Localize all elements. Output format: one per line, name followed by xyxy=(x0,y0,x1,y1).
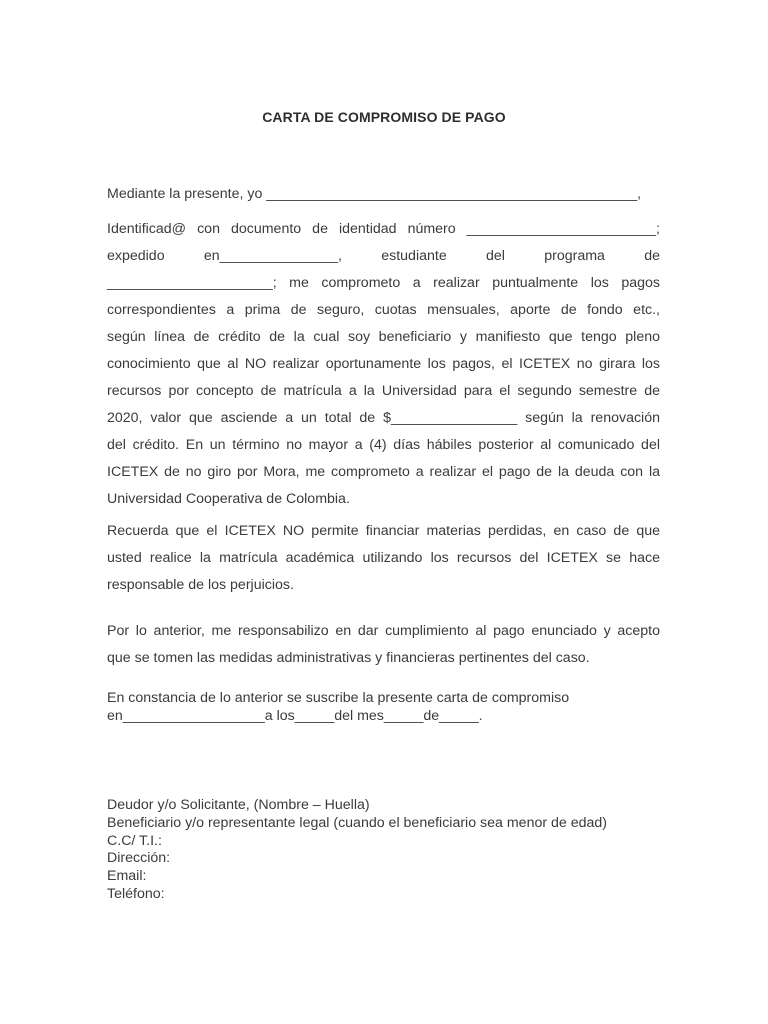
constancia-paragraph xyxy=(107,689,660,725)
main-paragraph-line: Identificad@ con documento de identidad número ________________________; xyxy=(107,221,660,237)
main-paragraph-line: 2020, valor que asciende a un total de $________________ según la renovación xyxy=(107,410,660,426)
signature-address-label: Dirección: xyxy=(107,850,171,867)
main-paragraph-line: ICETEX de no giro por Mora, me comprometo a realizar el pago de la deuda con la xyxy=(107,464,660,480)
commitment-paragraph-line: Por lo anterior, me responsabilizo en dar cumplimiento al pago enunciado y acepto xyxy=(107,623,660,639)
main-paragraph-line: correspondientes a prima de seguro, cuotas mensuales, aporte de fondo etc., xyxy=(107,302,660,318)
main-paragraph-line: expedido en_______________, estudiante del programa de xyxy=(107,248,660,264)
intro-line: Mediante la presente, yo _______________________________________________, xyxy=(107,186,642,202)
document-title: CARTA DE COMPROMISO DE PAGO xyxy=(262,109,506,125)
main-paragraph-line: del crédito. En un término no mayor a (4) días hábiles posterior al comunicado del xyxy=(107,437,660,453)
main-paragraph-line: según línea de crédito de la cual soy beneficiario y manifiesto que tengo pleno xyxy=(107,329,660,345)
signature-debtor-label: Deudor y/o Solicitante, (Nombre – Huella) xyxy=(107,797,370,813)
constancia-paragraph-line: En constancia de lo anterior se suscribe la presente carta de compromiso xyxy=(107,690,570,706)
signature-id-label: C.C/ T.I.: xyxy=(107,832,162,849)
signature-beneficiary-label: Beneficiario y/o representante legal (cuando el beneficiario sea menor de edad) xyxy=(107,814,608,831)
notice-paragraph-line: usted realice la matrícula académica utilizando los recursos del ICETEX se hace xyxy=(107,550,660,566)
main-paragraph-line: _____________________; me comprometo a realizar puntualmente los pagos xyxy=(107,275,660,291)
intro-paragraph xyxy=(107,184,660,204)
main-paragraph-line: Universidad Cooperativa de Colombia. xyxy=(107,491,350,507)
commitment-paragraph-line: que se tomen las medidas administrativas y financieras pertinentes del caso. xyxy=(107,650,590,666)
signature-block xyxy=(107,797,660,904)
main-paragraph xyxy=(107,216,660,513)
main-paragraph-line: recursos por concepto de matrícula a la Universidad para el segundo semestre de xyxy=(107,383,660,399)
notice-paragraph-line: Recuerda que el ICETEX NO permite financiar materias perdidas, en caso de que xyxy=(107,523,660,539)
signature-phone-label: Teléfono: xyxy=(107,885,165,902)
constancia-paragraph-line: en__________________a los_____del mes_____de_____. xyxy=(107,708,483,724)
main-paragraph-line: conocimiento que al NO realizar oportunamente los pagos, el ICETEX no girara los xyxy=(107,356,660,372)
notice-paragraph xyxy=(107,518,660,599)
signature-email-label: Email: xyxy=(107,868,147,885)
notice-paragraph-line: responsable de los perjuicios. xyxy=(107,577,294,593)
commitment-paragraph xyxy=(107,618,660,672)
